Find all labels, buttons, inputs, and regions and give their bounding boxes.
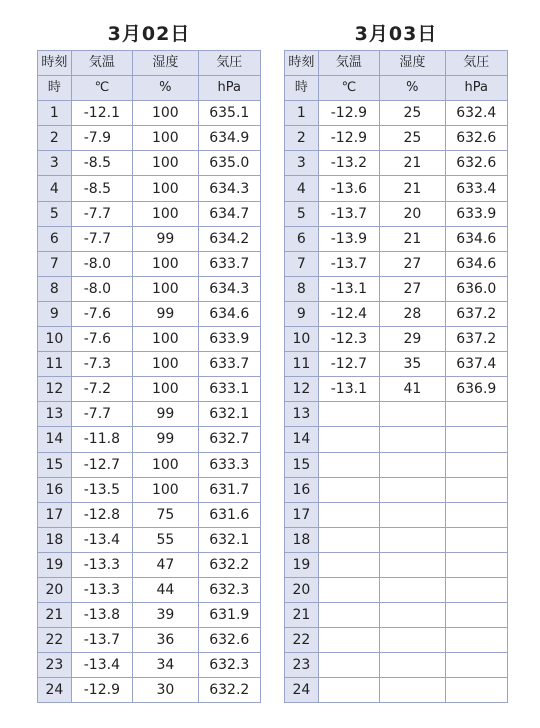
humidity-cell: 25 [380,126,445,151]
pressure-cell: 632.2 [198,552,260,577]
humidity-cell: 99 [133,301,198,326]
day-panel-0302 [37,18,261,703]
hour-cell: 12 [285,377,319,402]
header-cell: 気温 [71,51,132,76]
table-row [38,577,261,602]
temperature-cell: -13.9 [318,226,379,251]
hour-cell: 6 [285,226,319,251]
pressure-cell [445,653,507,678]
humidity-cell: 47 [133,552,198,577]
table-row [285,577,508,602]
humidity-cell [380,577,445,602]
temperature-cell: -12.1 [71,101,132,126]
pressure-cell: 632.4 [445,101,507,126]
pressure-cell: 634.6 [198,301,260,326]
table-row [38,126,261,151]
temperature-cell [318,502,379,527]
pressure-cell [445,628,507,653]
pressure-cell: 633.4 [445,176,507,201]
temperature-cell: -13.7 [318,201,379,226]
table-row [285,377,508,402]
hour-cell: 8 [38,276,72,301]
temperature-cell: -8.0 [71,251,132,276]
temperature-cell: -7.7 [71,402,132,427]
temperature-cell [318,527,379,552]
header-cell: 気圧 [445,51,507,76]
hour-cell: 10 [285,327,319,352]
hour-cell: 17 [38,502,72,527]
hour-cell: 10 [38,327,72,352]
pressure-cell: 631.6 [198,502,260,527]
humidity-cell: 75 [133,502,198,527]
table-row [38,427,261,452]
temperature-cell: -13.1 [318,377,379,402]
pressure-cell [445,402,507,427]
humidity-cell: 28 [380,301,445,326]
pressure-cell: 634.7 [198,201,260,226]
pressure-cell [445,502,507,527]
weather-table [284,50,508,703]
hour-cell: 4 [38,176,72,201]
table-row [285,653,508,678]
table-row [38,276,261,301]
humidity-cell: 100 [133,101,198,126]
table-row [38,251,261,276]
hour-cell: 2 [38,126,72,151]
temperature-cell: -12.9 [318,126,379,151]
humidity-cell: 27 [380,251,445,276]
humidity-cell: 100 [133,377,198,402]
temperature-cell: -13.3 [71,552,132,577]
temperature-cell: -7.2 [71,377,132,402]
humidity-cell: 99 [133,427,198,452]
table-row [285,327,508,352]
table-row [285,201,508,226]
humidity-cell: 100 [133,251,198,276]
header-cell: 時刻 [285,51,319,76]
table-row [285,301,508,326]
pressure-cell: 634.2 [198,226,260,251]
temperature-cell: -13.8 [71,603,132,628]
hour-cell: 15 [285,452,319,477]
temperature-cell: -7.9 [71,126,132,151]
table-row [285,226,508,251]
humidity-cell: 39 [133,603,198,628]
pressure-cell: 635.1 [198,101,260,126]
unit-row [285,76,508,101]
pressure-cell: 635.0 [198,151,260,176]
temperature-cell: -13.7 [318,251,379,276]
table-row [38,402,261,427]
humidity-cell: 41 [380,377,445,402]
humidity-cell: 100 [133,126,198,151]
temperature-cell: -13.4 [71,527,132,552]
temperature-cell [318,402,379,427]
temperature-cell [318,678,379,703]
temperature-cell: -12.3 [318,327,379,352]
temperature-cell [318,653,379,678]
humidity-cell [380,402,445,427]
pressure-cell: 631.7 [198,477,260,502]
table-row [285,502,508,527]
pressure-cell: 632.1 [198,402,260,427]
hour-cell: 19 [285,552,319,577]
humidity-cell [380,477,445,502]
pressure-cell [445,452,507,477]
table-row [38,603,261,628]
table-row [285,126,508,151]
hour-cell: 1 [38,101,72,126]
temperature-cell: -13.2 [318,151,379,176]
hour-cell: 23 [38,653,72,678]
hour-cell: 17 [285,502,319,527]
day-title: 3月03日 [354,23,438,45]
hour-cell: 9 [38,301,72,326]
temperature-cell: -13.1 [318,276,379,301]
temperature-cell: -12.9 [318,101,379,126]
humidity-cell: 25 [380,101,445,126]
table-row [38,502,261,527]
temperature-cell: -11.8 [71,427,132,452]
pressure-cell: 633.7 [198,251,260,276]
pressure-cell [445,527,507,552]
temperature-cell: -13.7 [71,628,132,653]
table-row [285,628,508,653]
pressure-cell: 636.0 [445,276,507,301]
humidity-cell [380,427,445,452]
humidity-cell: 35 [380,352,445,377]
humidity-cell: 44 [133,577,198,602]
pressure-cell [445,577,507,602]
pressure-cell: 633.9 [445,201,507,226]
table-row [285,101,508,126]
pressure-cell: 637.2 [445,301,507,326]
table-row [285,678,508,703]
temperature-cell: -13.5 [71,477,132,502]
humidity-cell: 100 [133,352,198,377]
pressure-cell: 632.6 [198,628,260,653]
pressure-cell: 633.9 [198,327,260,352]
table-row [38,201,261,226]
temperature-cell: -13.4 [71,653,132,678]
pressure-cell: 634.6 [445,226,507,251]
temperature-cell [318,427,379,452]
table-row [285,251,508,276]
table-row [38,151,261,176]
temperature-cell: -7.6 [71,327,132,352]
pressure-cell [445,603,507,628]
pressure-cell [445,678,507,703]
unit-cell: ℃ [318,76,379,101]
humidity-cell: 36 [133,628,198,653]
weather-table [37,50,261,703]
hour-cell: 5 [38,201,72,226]
hour-cell: 7 [38,251,72,276]
header-cell: 湿度 [133,51,198,76]
temperature-cell: -12.7 [71,452,132,477]
pressure-cell: 636.9 [445,377,507,402]
header-cell: 気圧 [198,51,260,76]
humidity-cell: 21 [380,151,445,176]
pressure-cell: 631.9 [198,603,260,628]
hour-cell: 9 [285,301,319,326]
header-row [38,51,261,76]
pressure-cell: 634.9 [198,126,260,151]
temperature-cell [318,628,379,653]
table-row [285,151,508,176]
pressure-cell: 634.3 [198,176,260,201]
hour-cell: 19 [38,552,72,577]
hour-cell: 20 [285,577,319,602]
humidity-cell: 100 [133,151,198,176]
unit-cell: 時 [285,76,319,101]
unit-cell: % [133,76,198,101]
table-row [285,276,508,301]
temperature-cell [318,603,379,628]
temperature-cell: -12.7 [318,352,379,377]
hour-cell: 16 [38,477,72,502]
pressure-cell: 633.1 [198,377,260,402]
unit-cell: hPa [198,76,260,101]
unit-cell: 時 [38,76,72,101]
pressure-cell: 632.3 [198,653,260,678]
temperature-cell: -12.9 [71,678,132,703]
table-row [38,552,261,577]
humidity-cell: 27 [380,276,445,301]
hour-cell: 21 [38,603,72,628]
table-row [285,603,508,628]
table-row [38,176,261,201]
hour-cell: 4 [285,176,319,201]
table-row [285,352,508,377]
humidity-cell [380,527,445,552]
humidity-cell: 100 [133,276,198,301]
hour-cell: 14 [38,427,72,452]
pressure-cell: 632.7 [198,427,260,452]
humidity-cell [380,502,445,527]
table-row [38,226,261,251]
hour-cell: 16 [285,477,319,502]
hour-cell: 18 [285,527,319,552]
pressure-cell: 632.2 [198,678,260,703]
pressure-cell [445,427,507,452]
temperature-cell: -8.5 [71,176,132,201]
temperature-cell [318,477,379,502]
hour-cell: 13 [285,402,319,427]
table-row [38,628,261,653]
humidity-cell: 21 [380,226,445,251]
hour-cell: 1 [285,101,319,126]
humidity-cell: 20 [380,201,445,226]
header-cell: 湿度 [380,51,445,76]
humidity-cell [380,653,445,678]
pressure-cell: 634.3 [198,276,260,301]
humidity-cell [380,678,445,703]
temperature-cell [318,577,379,602]
humidity-cell [380,552,445,577]
hour-cell: 18 [38,527,72,552]
temperature-cell [318,452,379,477]
humidity-cell: 21 [380,176,445,201]
humidity-cell [380,628,445,653]
hour-cell: 21 [285,603,319,628]
day-title: 3月02日 [107,23,191,45]
humidity-cell: 99 [133,226,198,251]
hour-cell: 7 [285,251,319,276]
pressure-cell [445,552,507,577]
table-row [285,402,508,427]
pressure-cell: 637.4 [445,352,507,377]
temperature-cell: -13.3 [71,577,132,602]
header-row [285,51,508,76]
hour-cell: 15 [38,452,72,477]
pressure-cell: 637.2 [445,327,507,352]
temperature-cell: -7.7 [71,201,132,226]
hour-cell: 3 [38,151,72,176]
hour-cell: 12 [38,377,72,402]
header-cell: 時刻 [38,51,72,76]
table-row [38,377,261,402]
pressure-cell: 632.3 [198,577,260,602]
table-row [38,527,261,552]
pressure-cell: 632.6 [445,126,507,151]
temperature-cell: -13.6 [318,176,379,201]
table-row [38,301,261,326]
temperature-cell: -12.8 [71,502,132,527]
temperature-cell [318,552,379,577]
table-row [38,653,261,678]
pressure-cell: 633.7 [198,352,260,377]
pressure-cell: 634.6 [445,251,507,276]
humidity-cell [380,603,445,628]
humidity-cell: 30 [133,678,198,703]
header-cell: 気温 [318,51,379,76]
humidity-cell: 55 [133,527,198,552]
hour-cell: 20 [38,577,72,602]
table-row [38,327,261,352]
table-row [285,452,508,477]
pressure-cell: 633.3 [198,452,260,477]
table-row [38,101,261,126]
table-row [285,427,508,452]
humidity-cell: 29 [380,327,445,352]
humidity-cell: 100 [133,176,198,201]
humidity-cell: 100 [133,452,198,477]
hour-cell: 5 [285,201,319,226]
table-row [38,678,261,703]
unit-cell: ℃ [71,76,132,101]
humidity-cell: 99 [133,402,198,427]
humidity-cell: 34 [133,653,198,678]
table-row [285,527,508,552]
day-panel-0303 [284,18,508,703]
table-row [38,452,261,477]
hour-cell: 3 [285,151,319,176]
pressure-cell: 632.1 [198,527,260,552]
humidity-cell: 100 [133,477,198,502]
hour-cell: 23 [285,653,319,678]
hour-cell: 22 [38,628,72,653]
temperature-cell: -8.0 [71,276,132,301]
table-row [38,477,261,502]
table-row [285,552,508,577]
hour-cell: 14 [285,427,319,452]
humidity-cell: 100 [133,201,198,226]
hour-cell: 8 [285,276,319,301]
table-row [38,352,261,377]
unit-cell: % [380,76,445,101]
humidity-cell: 100 [133,327,198,352]
temperature-cell: -7.3 [71,352,132,377]
temperature-cell: -12.4 [318,301,379,326]
pressure-cell: 632.6 [445,151,507,176]
temperature-cell: -7.6 [71,301,132,326]
table-row [285,176,508,201]
hour-cell: 22 [285,628,319,653]
hour-cell: 13 [38,402,72,427]
hour-cell: 24 [285,678,319,703]
temperature-cell: -7.7 [71,226,132,251]
hour-cell: 2 [285,126,319,151]
hour-cell: 11 [285,352,319,377]
unit-cell: hPa [445,76,507,101]
hour-cell: 6 [38,226,72,251]
hour-cell: 11 [38,352,72,377]
pressure-cell [445,477,507,502]
hour-cell: 24 [38,678,72,703]
temperature-cell: -8.5 [71,151,132,176]
unit-row [38,76,261,101]
table-row [285,477,508,502]
humidity-cell [380,452,445,477]
